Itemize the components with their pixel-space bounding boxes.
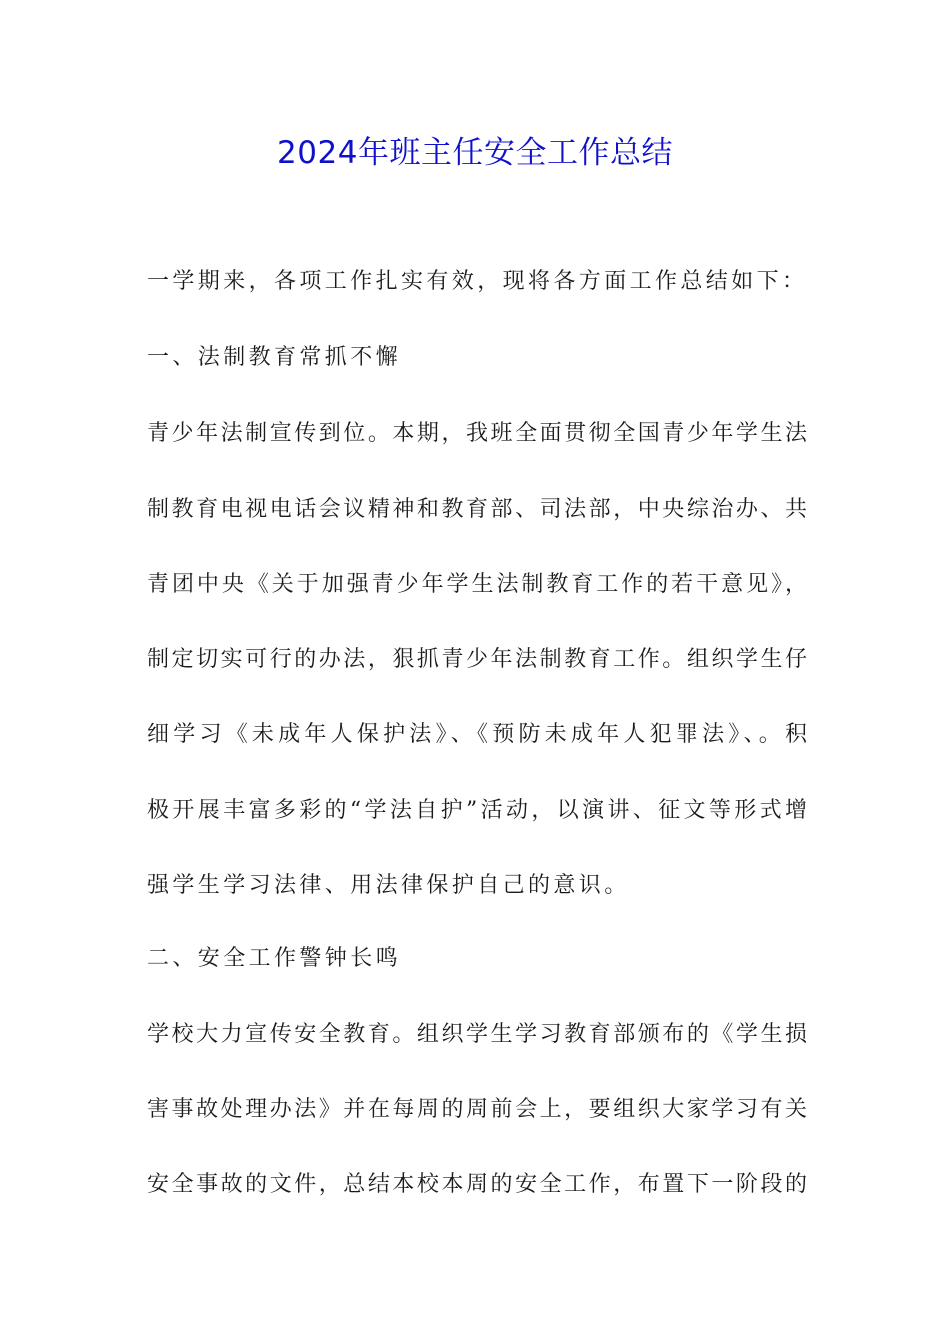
- text-line: 极开展丰富多彩的“学法自护”活动，以演讲、征文等形式增: [147, 798, 807, 823]
- text-line: 制教育电视电话会议精神和教育部、司法部，中央综治办、共: [147, 497, 807, 522]
- text-line: 青少年法制宣传到位。本期，我班全面贯彻全国青少年学生法: [147, 421, 807, 446]
- document-title: 2024年班主任安全工作总结: [277, 135, 673, 171]
- text-line: 一学期来，各项工作扎实有效，现将各方面工作总结如下：: [147, 269, 808, 294]
- text-line: 学校大力宣传安全教育。组织学生学习教育部颁布的《学生损: [147, 1022, 807, 1047]
- text-line: 细学习《未成年人保护法》、《预防未成年人犯罪法》、。积: [147, 722, 807, 747]
- section-heading: 一、法制教育常抓不懈: [147, 345, 402, 370]
- text-line: 制定切实可行的办法，狠抓青少年法制教育工作。组织学生仔: [147, 647, 807, 672]
- section-heading: 二、安全工作警钟长鸣: [147, 946, 402, 971]
- text-line: 安全事故的文件，总结本校本周的安全工作，布置下一阶段的: [147, 1172, 807, 1197]
- text-line: 害事故处理办法》并在每周的周前会上，要组织大家学习有关: [147, 1097, 807, 1122]
- text-line: 强学生学习法律、用法律保护自己的意识。: [147, 873, 630, 898]
- text-line: 青团中央《关于加强青少年学生法制教育工作的若干意见》，: [147, 572, 807, 597]
